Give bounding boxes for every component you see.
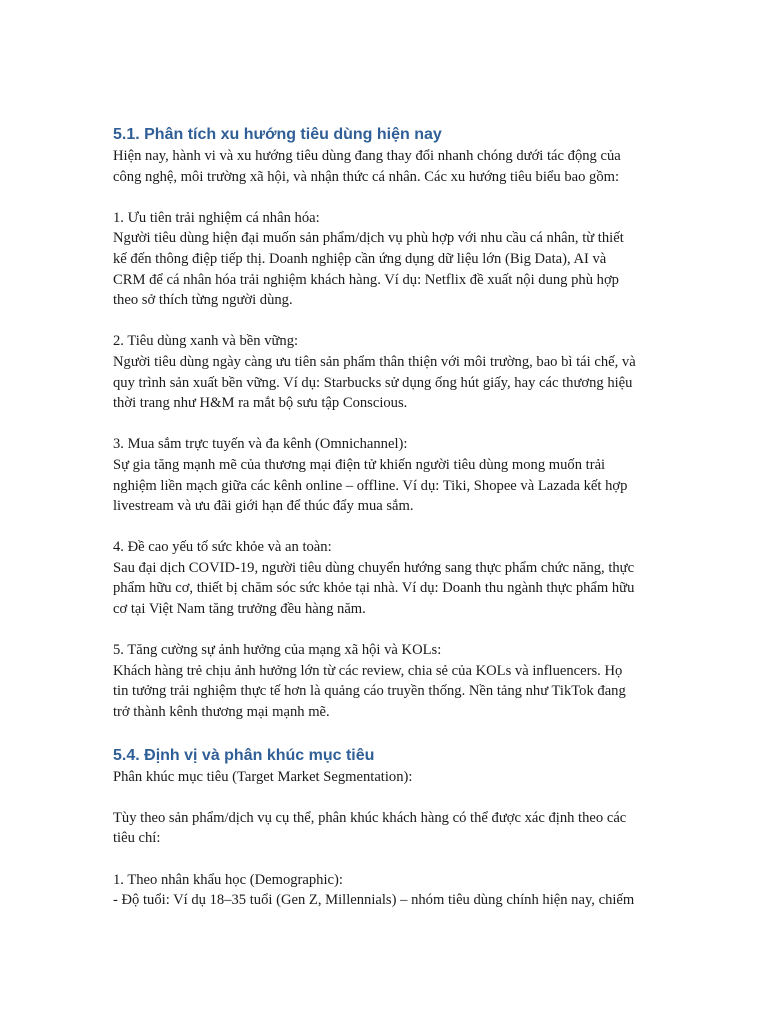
trend-line: Sau đại dịch COVID-19, người tiêu dùng chuyển hướng sang thực phẩm chức năng, thực: [113, 559, 635, 576]
trend-line: quy trình sản xuất bền vững. Ví dụ: Starbucks sử dụng ống hút giấy, hay các thương hiệu: [113, 374, 633, 391]
document-body: [113, 124, 658, 911]
demographic-title: 1. Theo nhân khẩu học (Demographic):: [113, 871, 343, 888]
trend-title: 3. Mua sắm trực tuyến và đa kênh (Omnichannel):: [113, 436, 408, 453]
trend-line: Sự gia tăng mạnh mẽ của thương mại điện tử khiến người tiêu dùng mong muốn trải: [113, 456, 606, 473]
intro-line: công nghệ, môi trường xã hội, và nhận thức cá nhân. Các xu hướng tiêu biểu bao gồm:: [113, 168, 620, 185]
blank-line: [113, 849, 658, 870]
trend-title: 1. Ưu tiên trải nghiệm cá nhân hóa:: [113, 209, 320, 226]
blank-line: [113, 787, 658, 808]
blank-line: [113, 517, 658, 538]
trend-line: phẩm hữu cơ, thiết bị chăm sóc sức khỏe tại nhà. Ví dụ: Doanh thu ngành thực phẩm hữu: [113, 580, 635, 597]
segmentation-para-line: tiêu chí:: [113, 830, 161, 847]
blank-line: [113, 723, 658, 745]
blank-line: [113, 311, 658, 332]
blank-line: [113, 187, 658, 208]
trend-line: trở thành kênh thương mại mạnh mẽ.: [113, 704, 330, 721]
trend-title: 2. Tiêu dùng xanh và bền vững:: [113, 333, 299, 350]
demographic-line: - Độ tuổi: Ví dụ 18–35 tuổi (Gen Z, Millennials) – nhóm tiêu dùng chính hiện nay, chiếm: [113, 892, 635, 909]
trend-line: livestream và ưu đãi giới hạn để thúc đẩy mua sắm.: [113, 498, 414, 515]
trend-line: cơ tại Việt Nam tăng trưởng đều hàng năm.: [113, 601, 366, 618]
trend-line: Người tiêu dùng hiện đại muốn sản phẩm/dịch vụ phù hợp với nhu cầu cá nhân, từ thiết: [113, 230, 624, 247]
trend-title: 5. Tăng cường sự ảnh hưởng của mạng xã hội và KOLs:: [113, 642, 442, 659]
section-heading-5-1: 5.1. Phân tích xu hướng tiêu dùng hiện nay: [113, 126, 442, 143]
trend-line: theo sở thích từng người dùng.: [113, 292, 293, 309]
trend-line: kế đến thông điệp tiếp thị. Doanh nghiệp cần ứng dụng dữ liệu lớn (Big Data), AI và: [113, 250, 607, 267]
segmentation-line: Phân khúc mục tiêu (Target Market Segmentation):: [113, 768, 413, 785]
blank-line: [113, 414, 658, 435]
trend-line: CRM để cá nhân hóa trải nghiệm khách hàng. Ví dụ: Netflix đề xuất nội dung phù hợp: [113, 271, 619, 288]
trend-line: Người tiêu dùng ngày càng ưu tiên sản phẩm thân thiện với môi trường, bao bì tái chế, và: [113, 353, 636, 370]
segmentation-para-line: Tùy theo sản phẩm/dịch vụ cụ thể, phân khúc khách hàng có thể được xác định theo các: [113, 809, 627, 826]
blank-line: [113, 620, 658, 641]
intro-line: Hiện nay, hành vi và xu hướng tiêu dùng đang thay đổi nhanh chóng dưới tác động của: [113, 148, 621, 164]
trend-line: Khách hàng trẻ chịu ảnh hưởng lớn từ các review, chia sẻ của KOLs và influencers. Họ: [113, 662, 623, 679]
trend-line: thời trang như H&M ra mắt bộ sưu tập Conscious.: [113, 395, 408, 412]
trend-line: nghiệm liền mạch giữa các kênh online – offline. Ví dụ: Tiki, Shopee và Lazada kết hợp: [113, 477, 628, 494]
trend-title: 4. Đề cao yếu tố sức khỏe và an toàn:: [113, 539, 332, 556]
trend-line: tin tưởng trải nghiệm thực tế hơn là quảng cáo truyền thống. Nền tảng như TikTok đang: [113, 683, 626, 700]
section-heading-5-4: 5.4. Định vị và phân khúc mục tiêu: [113, 746, 375, 764]
